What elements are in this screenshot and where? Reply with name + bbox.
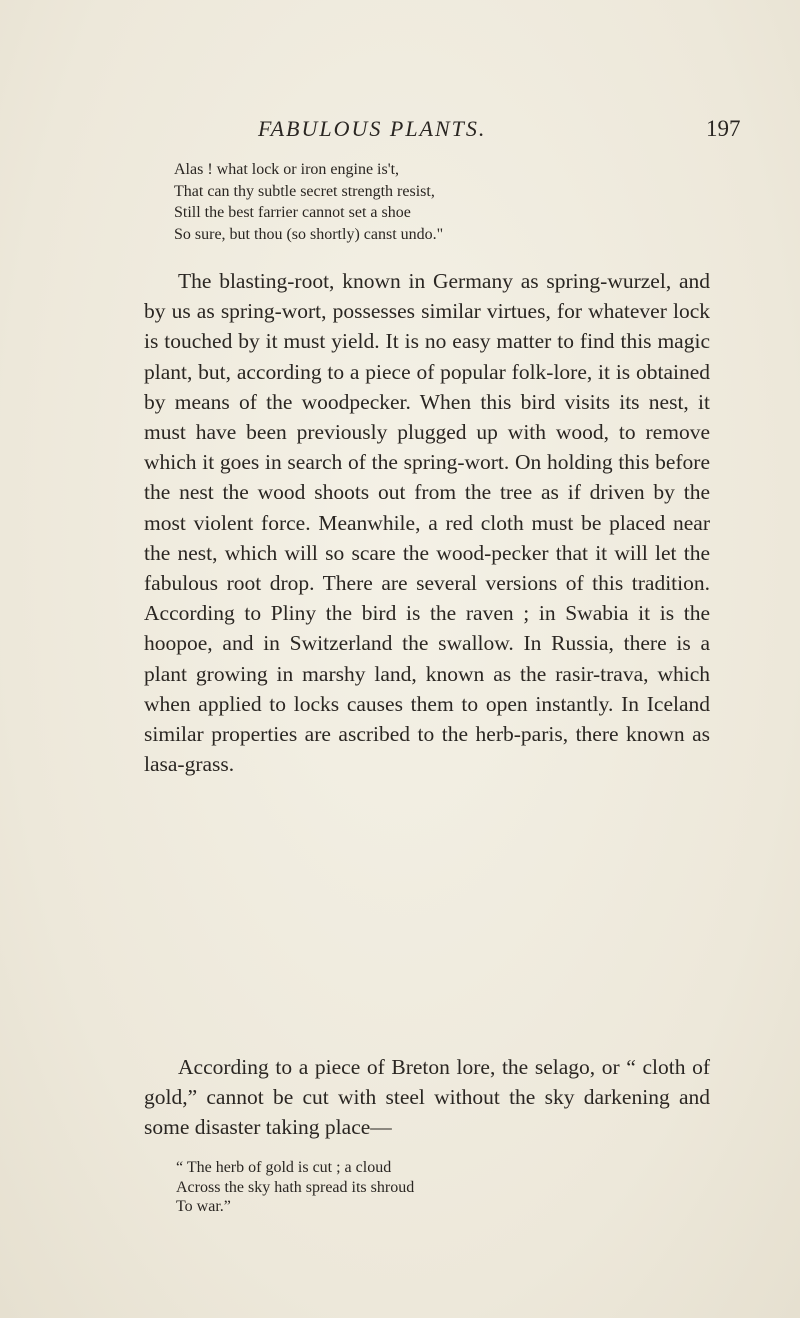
verse-line: That can thy subtle secret strength resist, [174,182,435,200]
verse-line: To war.” [176,1198,231,1215]
body-paragraph: According to a piece of Breton lore, the selago, or “ cloth of gold,” cannot be cut with steel without the sky darkening and some disaster taking place— [144,1055,710,1140]
running-head [0,116,800,146]
verse-line: So sure, but thou (so shortly) canst undo." [174,225,444,243]
running-title: FABULOUS PLANTS. [258,116,487,141]
verse-quotation-top [174,159,734,245]
verse-quotation-bottom [176,1158,736,1217]
body-paragraph: The blasting-root, known in Germany as spring-wurzel, and by us as spring-wort, possesses similar virtues, for whatever lock is touched by it must yield. It is no easy matter to find this magic plant, but, according to a piece of popular folk-lore, it is obtained by means of the woodpecker. When this bird visits its nest, it must have been previously plugged up with wood, to remove which it goes in search of the spring-wort. On holding this before the nest the wood shoots out from the tree as if driven by the most violent force. Meanwhile, a red cloth must be placed near the nest, which will so scare the wood-pecker that it will let the fabulous root drop. There are several versions of this tradition. According to Pliny the bird is the raven ; in Swabia it is the hoopoe, and in Switzerland the swallow. In Russia, there is a plant growing in marshy land, known as the rasir-trava, which when applied to locks causes them to open instantly. In Iceland similar properties are ascribed to the herb-paris, there known as lasa-grass. [144,269,710,777]
verse-line: Across the sky hath spread its shroud [176,1178,415,1196]
verse-line: Still the best farrier cannot set a shoe [174,204,411,221]
verse-line: Alas ! what lock or iron engine is't, [174,161,400,178]
verse-line: “ The herb of gold is cut ; a cloud [176,1159,392,1176]
page-number: 197 [706,116,741,141]
